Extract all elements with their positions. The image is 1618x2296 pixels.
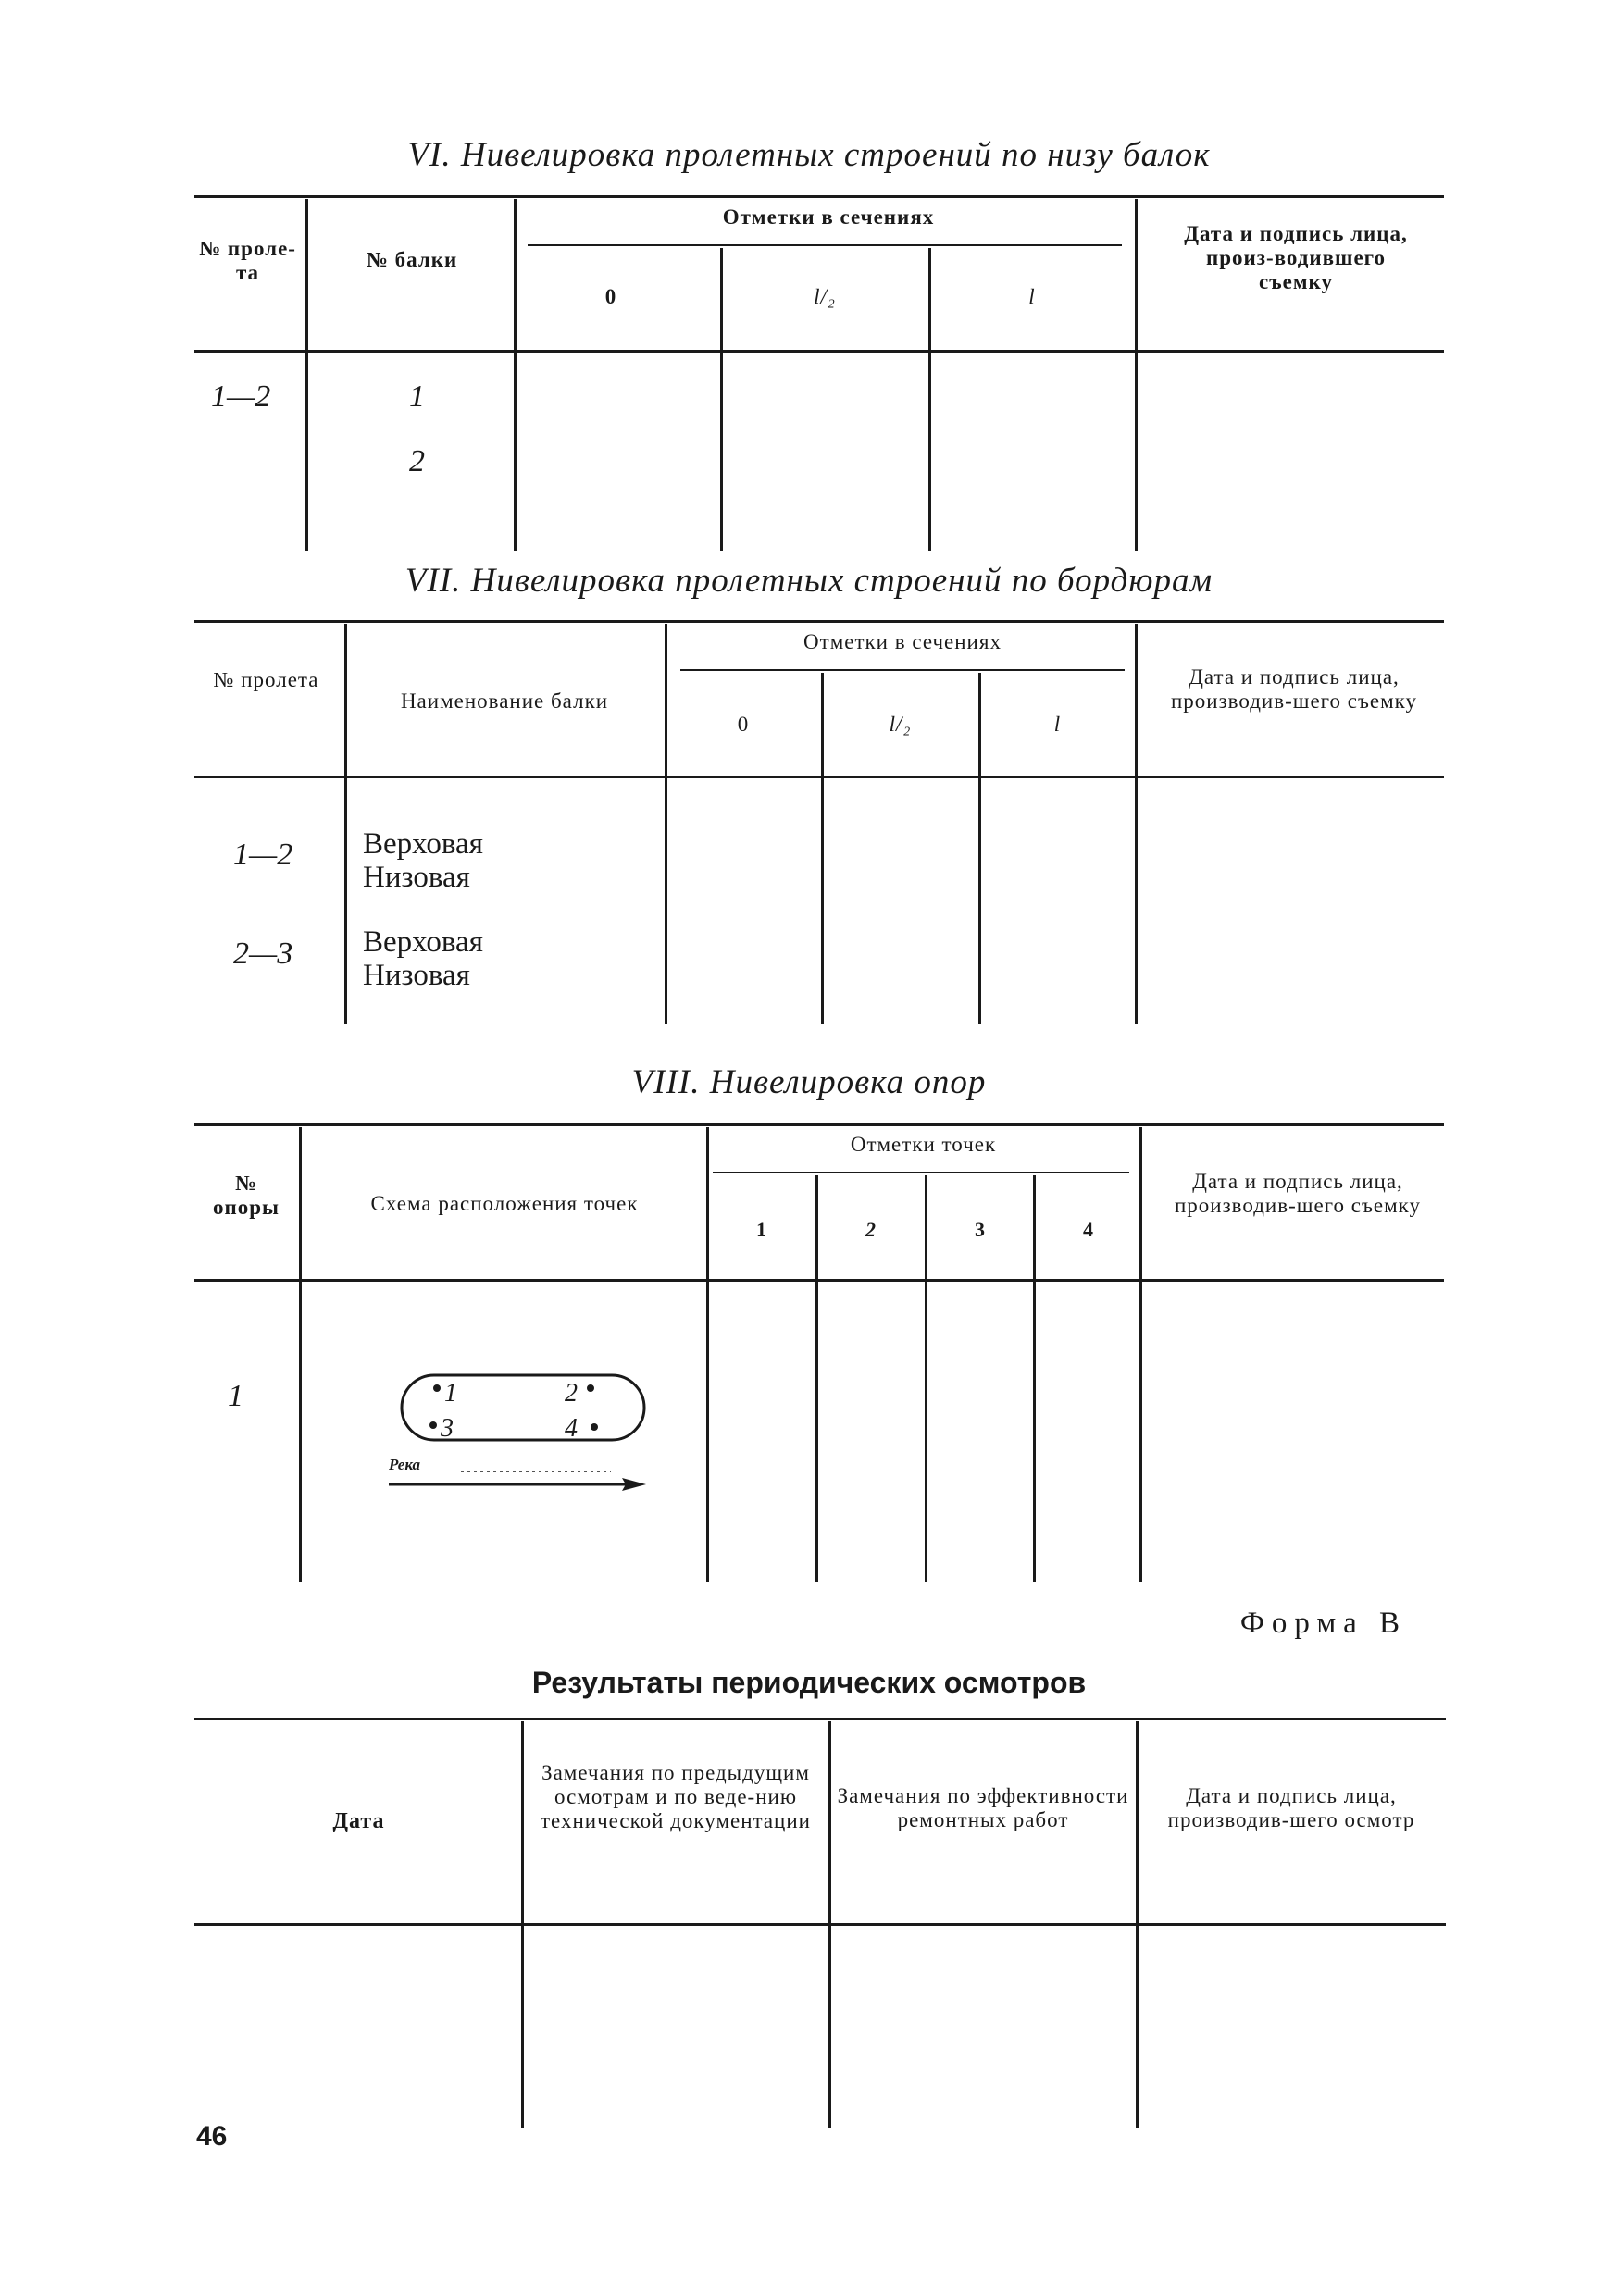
s6-header-rule — [194, 350, 1444, 353]
support-points-scheme — [389, 1360, 666, 1499]
fb-vline-1 — [521, 1721, 524, 2128]
s6-header-signature: Дата и подпись лица, произ-водившего съемку — [1184, 222, 1408, 293]
s7-header-sec-0: 0 — [737, 713, 750, 736]
s7-row2-beam-top: Верховая — [363, 925, 483, 959]
form-label: Форма В — [1239, 1607, 1407, 1640]
s8-header-point-1: 1 — [756, 1218, 767, 1241]
s7-marks-rule — [680, 669, 1125, 671]
s6-row1-span: 1—2 — [211, 379, 271, 414]
s7-header-sec-l: l — [1053, 713, 1062, 736]
s6-marks-rule — [528, 244, 1122, 246]
s6-header-marks: Отметки в сечениях — [722, 205, 935, 229]
section7-title: VII. Нивелировка пролетных строений по бордюрам — [404, 562, 1214, 600]
s6-top-rule — [194, 195, 1444, 198]
s7-header-rule — [194, 776, 1444, 778]
scheme-point-4: 4 — [565, 1414, 578, 1443]
s7-header-beam-name: Наименование балки — [400, 689, 609, 713]
s7-header-marks: Отметки в сечениях — [803, 630, 1002, 653]
fb-vline-3 — [1136, 1721, 1139, 2128]
scheme-point-3: 3 — [441, 1414, 454, 1443]
form-b-title: Результаты периодических осмотров — [531, 1666, 1087, 1699]
fb-header-repair-remarks: Замечания по эффективности ремонтных работ — [837, 1784, 1129, 1831]
s8-row1-support: 1 — [228, 1379, 243, 1413]
s7-row1-span: 1—2 — [233, 838, 293, 872]
s7-row2-beam-bottom: Низовая — [363, 959, 470, 992]
s8-header-rule — [194, 1279, 1444, 1282]
s6-header-sec-l: l — [1028, 285, 1036, 308]
section8-title: VIII. Нивелировка опор — [631, 1063, 987, 1101]
s6-header-sec-half: l/₂ — [814, 285, 836, 308]
s7-vline-1 — [344, 624, 347, 1024]
s8-vline-4 — [925, 1175, 927, 1582]
s6-header-beam-no: № балки — [366, 248, 458, 271]
s6-row1-beam: 1 — [409, 379, 425, 414]
s7-header-sec-half: l/₂ — [889, 713, 912, 736]
river-label: Река — [389, 1456, 421, 1473]
s8-vline-3 — [815, 1175, 818, 1582]
s8-header-point-4: 4 — [1083, 1218, 1094, 1241]
s7-row1-beam-bottom: Низовая — [363, 861, 470, 894]
s8-vline-6 — [1139, 1127, 1142, 1582]
s8-header-scheme: Схема расположения точек — [370, 1192, 639, 1215]
s8-top-rule — [194, 1123, 1444, 1126]
s8-vline-1 — [299, 1127, 302, 1582]
s8-header-point-3: 3 — [975, 1218, 986, 1241]
s8-header-signature: Дата и подпись лица, производив-шего съемку — [1174, 1170, 1421, 1217]
s8-header-point-2: 2 — [865, 1218, 877, 1241]
s8-vline-5 — [1033, 1175, 1036, 1582]
s7-vline-4 — [978, 673, 981, 1024]
fb-header-signature: Дата и подпись лица, производив-шего осмотр — [1167, 1784, 1415, 1831]
s7-row2-span: 2—3 — [233, 937, 293, 971]
fb-header-date: Дата — [332, 1809, 385, 1833]
s7-header-signature: Дата и подпись лица, производив-шего съемку — [1170, 665, 1417, 713]
s7-top-rule — [194, 620, 1444, 623]
s7-vline-5 — [1135, 624, 1138, 1024]
fb-header-rule — [194, 1923, 1446, 1926]
s7-row1-beam-top: Верховая — [363, 827, 483, 861]
s7-header-span-no: № пролета — [213, 668, 319, 691]
s6-vline-1 — [305, 199, 308, 551]
s8-vline-2 — [706, 1127, 709, 1582]
fb-top-rule — [194, 1718, 1446, 1720]
s6-header-span-no: № проле-та — [199, 237, 296, 284]
s8-marks-rule — [713, 1172, 1129, 1173]
s6-vline-2 — [514, 199, 517, 551]
s6-header-sec-0: 0 — [604, 285, 617, 308]
s6-row2-beam: 2 — [409, 444, 425, 478]
s6-vline-3 — [720, 248, 723, 551]
s7-vline-3 — [821, 673, 824, 1024]
s7-vline-2 — [665, 624, 667, 1024]
scheme-point-2: 2 — [565, 1379, 578, 1408]
s8-header-support-no: № опоры — [212, 1172, 280, 1219]
scheme-point-1: 1 — [444, 1379, 457, 1408]
s6-vline-5 — [1135, 199, 1138, 551]
section6-title: VI. Нивелировка пролетных строений по низу балок — [407, 136, 1211, 174]
s8-header-marks: Отметки точек — [850, 1133, 997, 1156]
fb-header-prev-remarks: Замечания по предыдущим осмотрам и по веде-нию технической документации — [541, 1761, 811, 1832]
fb-vline-2 — [828, 1721, 831, 2128]
page-number: 46 — [196, 2121, 228, 2152]
